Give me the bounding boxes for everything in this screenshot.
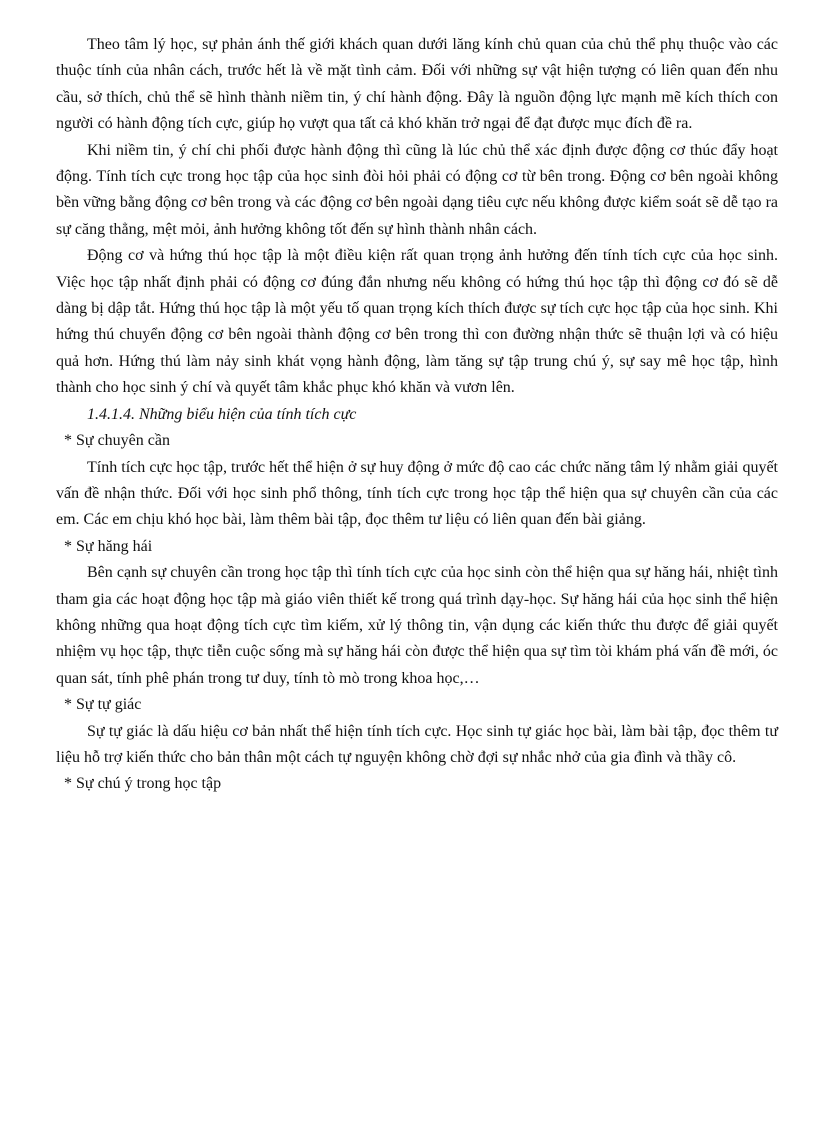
bullet-chuyen-can: * Sự chuyên cần	[64, 432, 170, 450]
paragraph-6: Sự tự giác là dấu hiệu cơ bản nhất thể hiện tính tích cực. Học sinh tự giác học bài, làm bài tập, đọc thêm tư liệu hỗ trợ kiến thức cho bản thân một cách tự nguyện không chờ đợi sự nhắc nhở của gia đình và thầy cô.	[56, 722, 778, 766]
bullet-chu-y: * Sự chú ý trong học tập	[64, 775, 222, 793]
paragraph-3: Động cơ và hứng thú học tập là một điều kiện rất quan trọng ảnh hưởng đến tính tích cực của học sinh. Việc học tập nhất định phải có động cơ đúng đắn nhưng nếu không có hứng thú học tập thì động cơ đó sẽ dễ dàng bị dập tắt. Hứng thú học tập là một yếu tố quan trọng kích thích được sự tích cực học tập của học sinh. Khi hứng thú chuyển động cơ bên ngoài thành động cơ bên trong thì con đường nhận thức sẽ thuận lợi và có hiệu quả hơn. Hứng thú làm nảy sinh khát vọng hành động, làm tăng sự tập trung chú ý, sự say mê học tập, hình thành cho học sinh ý chí và quyết tâm khắc phục khó khăn và vươn lên.	[56, 247, 778, 397]
paragraph-1: Theo tâm lý học, sự phản ánh thế giới khách quan dưới lăng kính chủ quan của chủ thể phụ thuộc vào các thuộc tính của nhân cách, trước hết là về mặt tình cảm. Đối với những sự vật hiện tượng có liên quan đến nhu cầu, sở thích, chủ thể sẽ hình thành niềm tin, ý chí hành động. Đây là nguồn động lực mạnh mẽ kích thích con người có hành động tích cực, giúp họ vượt qua tất cả khó khăn trở ngại để đạt được mục đích đề ra.	[56, 36, 778, 133]
bullet-tu-giac: * Sự tự giác	[64, 696, 142, 714]
paragraph-2: Khi niềm tin, ý chí chi phối được hành động thì cũng là lúc chủ thể xác định được động cơ thúc đẩy hoạt động. Tính tích cực trong học tập của học sinh đòi hỏi phải có động cơ từ bên trong. Động cơ bên ngoài không bền vững bằng động cơ bên trong và các động cơ bên ngoài dạng tiêu cực nếu không được kiểm soát sẽ dễ tạo ra sự căng thẳng, mệt mỏi, ảnh hưởng không tốt đến sự hình thành nhân cách.	[56, 141, 778, 238]
section-heading: 1.4.1.4. Những biểu hiện của tính tích cực	[87, 405, 357, 423]
paragraph-4: Tính tích cực học tập, trước hết thể hiện ở sự huy động ở mức độ cao các chức năng tâm lý nhằm giải quyết vấn đề nhận thức. Đối với học sinh phổ thông, tính tích cực trong học tập thể hiện qua sự chuyên cần của các em. Các em chịu khó học bài, làm thêm bài tập, đọc thêm tư liệu có liên quan đến bài giảng.	[56, 458, 778, 529]
document-page	[56, 32, 778, 798]
paragraph-5: Bên cạnh sự chuyên cần trong học tập thì tính tích cực của học sinh còn thể hiện qua sự hăng hái, nhiệt tình tham gia các hoạt động học tập mà giáo viên thiết kế trong quá trình dạy-học. Sự hăng hái của học sinh thể hiện không những qua hoạt động tích cực tìm kiếm, xử lý thông tin, vận dụng các kiến thức thu được để giải quyết nhiệm vụ học tập, thực tiễn cuộc sống mà sự hăng hái còn được thể hiện qua sự tìm tòi khám phá vấn đề mới, óc quan sát, tính phê phán trong tư duy, tính tò mò trong khoa học,…	[56, 564, 778, 687]
bullet-hang-hai: * Sự hăng hái	[64, 537, 153, 555]
